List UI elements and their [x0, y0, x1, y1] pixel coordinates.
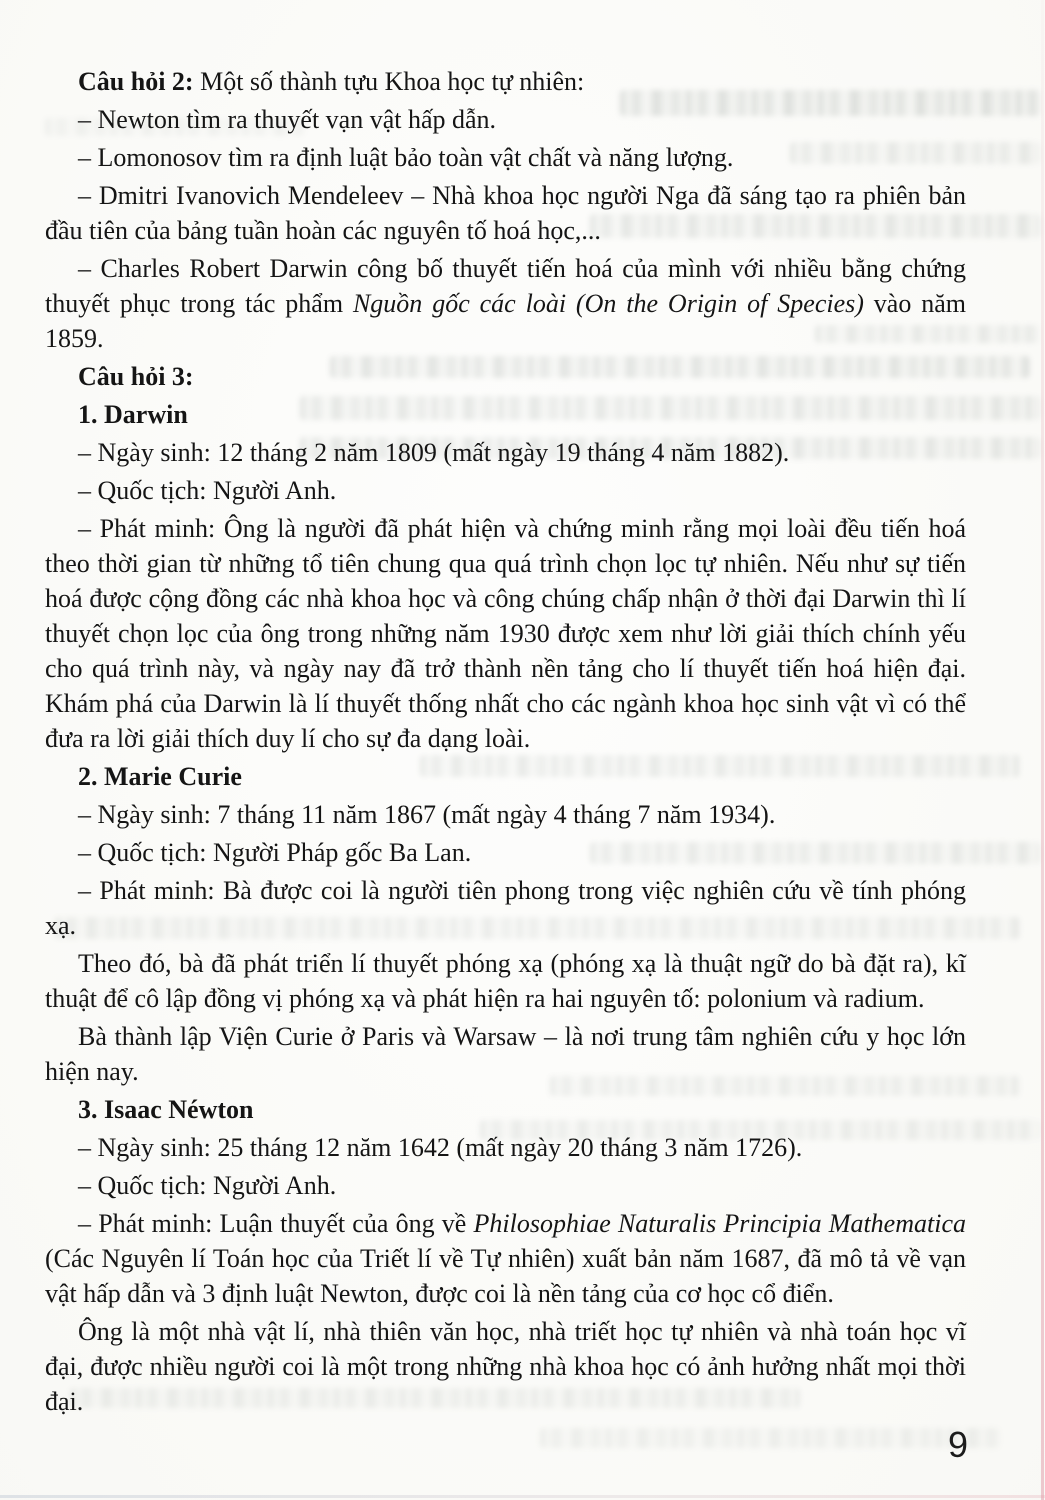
curie-radioactivity [45, 946, 966, 1016]
text-run: – Charles Robert Darwin công bố thuyết tiến hoá của mình với nhiều bằng chứng thuyết phục trong tác phẩm [45, 254, 966, 318]
newton-invention [45, 1206, 966, 1311]
text-run: Nguồn gốc các loài (On the Origin of Species) [352, 289, 864, 318]
darwin-invention [45, 511, 966, 756]
newton-legacy [45, 1314, 966, 1419]
curie-nationality [45, 835, 966, 870]
text-run: – Ngày sinh: 12 tháng 2 năm 1809 (mất ngày 19 tháng 4 năm 1882). [78, 438, 790, 467]
text-run: – Newton tìm ra thuyết vạn vật hấp dẫn. [78, 105, 497, 134]
scan-edge-right [1041, 0, 1044, 1500]
bullet-lomonosov [45, 140, 966, 175]
text-run: 1. Darwin [78, 400, 188, 429]
heading-1-darwin [45, 397, 966, 432]
darwin-nationality [45, 473, 966, 508]
text-run: – Quốc tịch: Người Anh. [78, 476, 337, 505]
newton-nationality [45, 1168, 966, 1203]
text-run: Theo đó, bà đã phát triển lí thuyết phóng xạ (phóng xạ là thuật ngữ do bà đặt ra), kĩ thuật để cô lập đồng vị phóng xạ và phát hiện ra hai nguyên tố: polonium và radium. [45, 949, 966, 1013]
document-text [45, 64, 966, 1422]
question-3-heading [45, 359, 966, 394]
curie-invention [45, 873, 966, 943]
text-run: – Phát minh: Bà được coi là người tiên phong trong việc nghiên cứu về tính phóng xạ. [45, 876, 966, 940]
heading-2-marie-curie [45, 759, 966, 794]
text-run: – Lomonosov tìm ra định luật bảo toàn vật chất và năng lượng. [78, 143, 734, 172]
text-run: Philosophiae Naturalis Principia Mathematica [473, 1209, 966, 1238]
text-run: – Phát minh: Ông là người đã phát hiện và chứng minh rằng mọi loài đều tiến hoá theo thời gian từ những tổ tiên chung qua quá trình chọn lọc tự nhiên. Nếu như sự tiến hoá được cộng đồng các nhà khoa học và công chúng chấp nhận ở thời đại Darwin thì lí thuyết chọn lọc của ông trong những năm 1930 được xem như lời giải thích chính yếu cho quá trình này, và ngày nay đã trở thành nền tảng cho lí thuyết tiến hoá hiện đại. Khám phá của Darwin là lí thuyết thống nhất cho các ngành khoa học sinh vật vì có thể đưa ra lời giải thích duy lí cho sự đa dạng loài. [45, 514, 966, 753]
text-run: 2. Marie Curie [78, 762, 242, 791]
bullet-darwin [45, 251, 966, 356]
text-run: – Ngày sinh: 7 tháng 11 năm 1867 (mất ngày 4 tháng 7 năm 1934). [78, 800, 776, 829]
bleed-through-artifact [540, 1428, 1000, 1448]
question-2-heading [45, 64, 966, 99]
text-run: – Dmitri Ivanovich Mendeleev – Nhà khoa học người Nga đã sáng tạo ra phiên bản đầu tiên của bảng tuần hoàn các nguyên tố hoá học,... [45, 181, 966, 245]
newton-birth [45, 1130, 966, 1165]
bullet-mendeleev [45, 178, 966, 248]
text-run: – Ngày sinh: 25 tháng 12 năm 1642 (mất ngày 20 tháng 3 năm 1726). [78, 1133, 803, 1162]
text-run: Ông là một nhà vật lí, nhà thiên văn học, nhà triết học tự nhiên và nhà toán học vĩ đại, được nhiều người coi là một trong những nhà khoa học có ảnh hưởng nhất mọi thời đại. [45, 1317, 966, 1416]
text-run: Câu hỏi 3: [78, 362, 194, 391]
darwin-birth [45, 435, 966, 470]
curie-institutes [45, 1019, 966, 1089]
text-run: vào năm 1859. [45, 289, 966, 353]
text-run: – Phát minh: Luận thuyết của ông về [78, 1209, 474, 1238]
text-run: Một số thành tựu Khoa học tự nhiên: [193, 67, 585, 96]
text-run: Bà thành lập Viện Curie ở Paris và Warsaw – là nơi trung tâm nghiên cứu y học lớn hiện nay. [45, 1022, 966, 1086]
text-run: – Quốc tịch: Người Pháp gốc Ba Lan. [78, 838, 472, 867]
heading-3-isaac-newton [45, 1092, 966, 1127]
bullet-newton [45, 102, 966, 137]
text-run: 3. Isaac Néwton [78, 1095, 254, 1124]
curie-birth [45, 797, 966, 832]
text-run: (Các Nguyên lí Toán học của Triết lí về Tự nhiên) xuất bản năm 1687, đã mô tả về vạn vật hấp dẫn và 3 định luật Newton, được coi là nền tảng của cơ học cổ điển. [45, 1244, 966, 1308]
text-run: – Quốc tịch: Người Anh. [78, 1171, 337, 1200]
text-run: Câu hỏi 2: [78, 67, 194, 96]
page-number: 9 [948, 1424, 969, 1465]
scan-edge-bottom [0, 1495, 1045, 1498]
